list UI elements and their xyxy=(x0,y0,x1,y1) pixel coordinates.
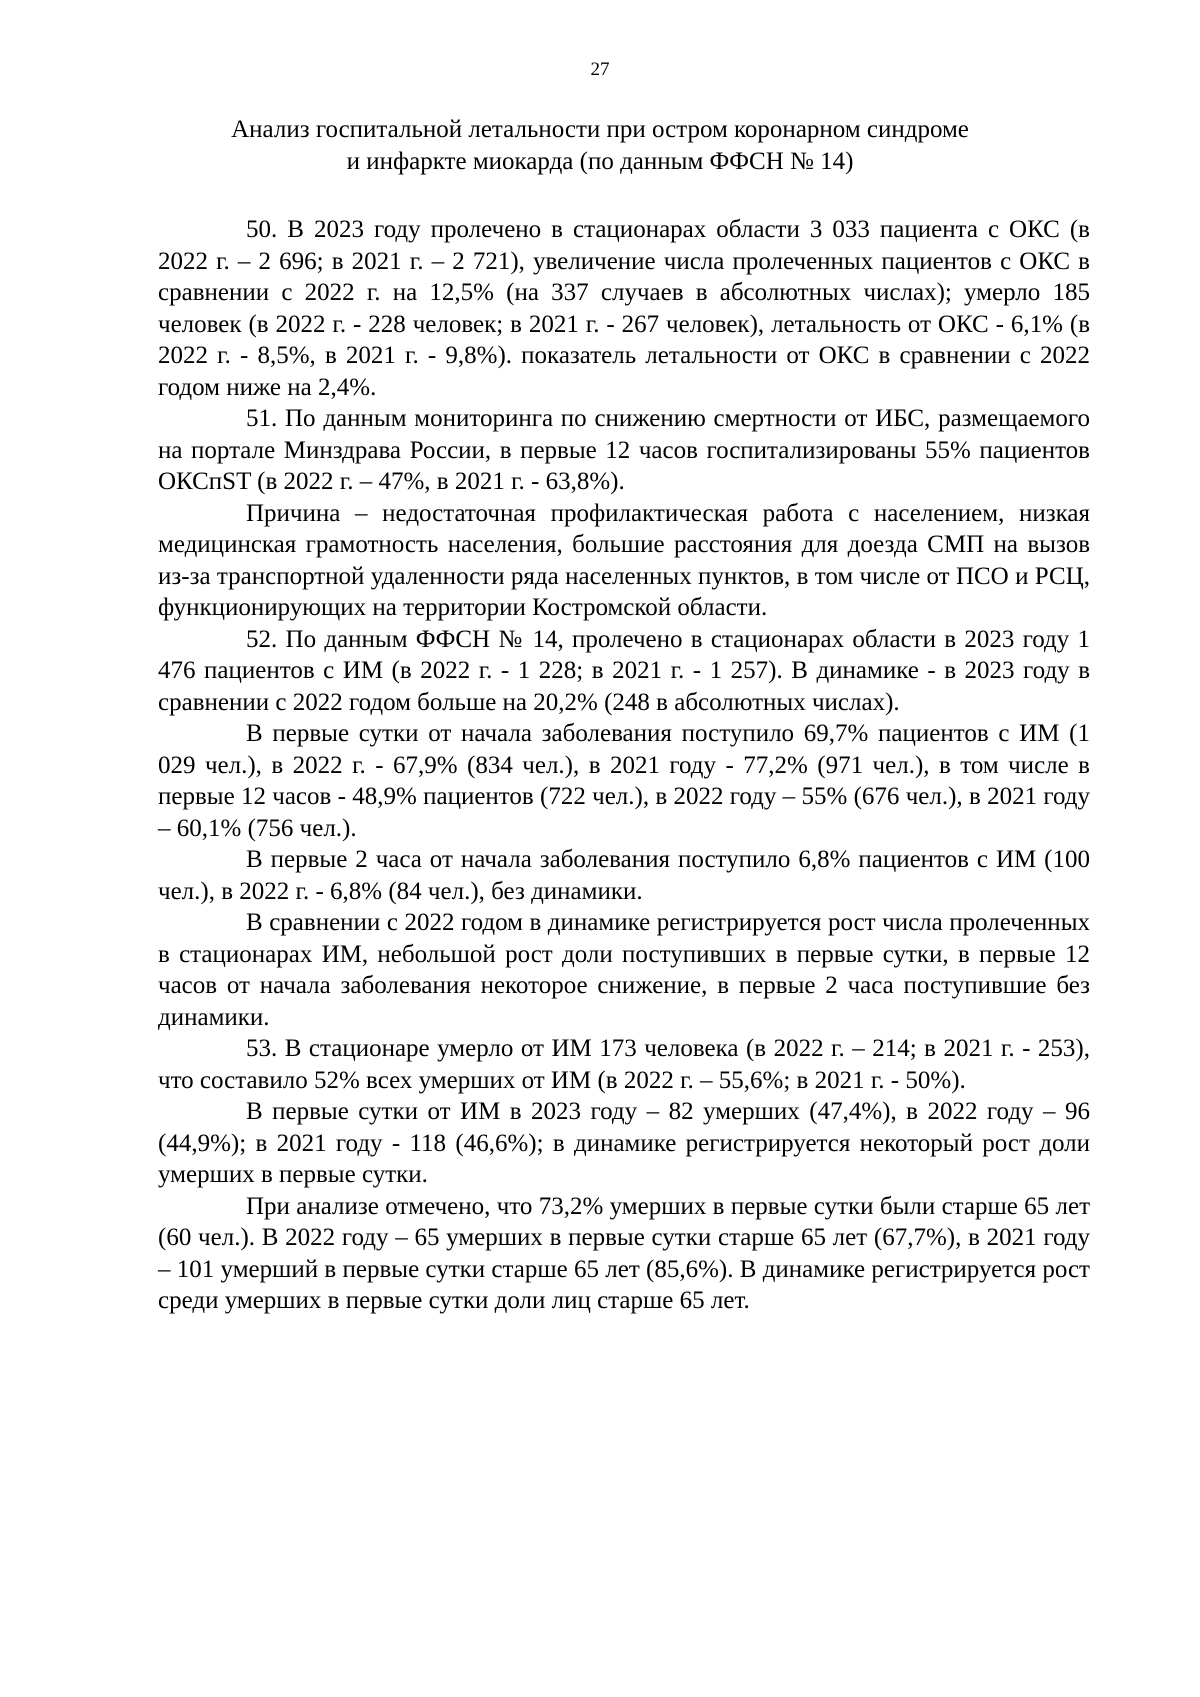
section-title xyxy=(160,114,1040,178)
body-text xyxy=(158,214,1090,1317)
paragraph-comparison: В сравнении с 2022 годом в динамике регистрируется рост числа пролеченных в стационарах ИМ, небольшой рост доли поступивших в первые сутки, в первые 12 часов от начала заболевания некоторое снижение, в первые 2 часа поступившие без динамики. xyxy=(158,909,1090,1031)
paragraph-51: 51. По данным мониторинга по снижению смертности от ИБС, размещаемого на портале Минздрава России, в первые 12 часов госпитализированы 55% пациентов ОКСпST (в 2022 г. – 47%, в 2021 г. - 63,8%). xyxy=(158,405,1090,495)
paragraph-52: 52. По данным ФФСН № 14, пролечено в стационарах области в 2023 году 1 476 пациентов с ИМ (в 2022 г. - 1 228; в 2021 г. - 1 257). В динамике - в 2023 году в сравнении с 2022 годом больше на 20,2% (248 в абсолютных числах). xyxy=(158,625,1090,716)
paragraph-age-analysis: При анализе отмечено, что 73,2% умерших в первые сутки были старше 65 лет (60 чел.). В 2022 году – 65 умерших в первые сутки старше 65 лет (67,7%), в 2021 году – 101 умерший в первые сутки старше 65 лет (85,6%). В динамике регистрируется рост среди умерших в первые сутки доли лиц старше 65 лет. xyxy=(158,1192,1090,1314)
section-title-line-1: Анализ госпитальной летальности при остром коронарном синдроме xyxy=(231,116,969,143)
paragraph-cause: Причина – недостаточная профилактическая работа с населением, низкая медицинская грамотность населения, большие расстояния для доезда СМП на вызов из-за транспортной удаленности ряда населенных пунктов, в том числе от ПСО и РСЦ, функционирующих на территории Костромской области. xyxy=(158,499,1090,621)
section-title-line-2: и инфаркте миокарда (по данным ФФСН № 14) xyxy=(346,148,854,175)
paragraph-first-2-hours: В первые 2 часа от начала заболевания поступило 6,8% пациентов с ИМ (100 чел.), в 2022 г. - 6,8% (84 чел.), без динамики. xyxy=(158,846,1090,905)
paragraph-50: 50. В 2023 году пролечено в стационарах области 3 033 пациента с ОКС (в 2022 г. – 2 696; в 2021 г. – 2 721), увеличение числа пролеченных пациентов с ОКС в сравнении с 2022 г. на 12,5% (на 337 случаев в абсолютных числах); умерло 185 человек (в 2022 г. - 228 человек; в 2021 г. - 267 человек), летальность от ОКС - 6,1% (в 2022 г. - 8,5%, в 2021 г. - 9,8%). показатель летальности от ОКС в сравнении с 2022 годом ниже на 2,4%. xyxy=(158,216,1090,401)
paragraph-first-day-admissions: В первые сутки от начала заболевания поступило 69,7% пациентов с ИМ (1 029 чел.), в 2022 г. - 67,9% (834 чел.), в 2021 году - 77,2% (971 чел.), в том числе в первые 12 часов - 48,9% пациентов (722 чел.), в 2022 году – 55% (676 чел.), в 2021 году – 60,1% (756 чел.). xyxy=(158,720,1090,842)
paragraph-53: 53. В стационаре умерло от ИМ 173 человека (в 2022 г. – 214; в 2021 г. - 253), что составило 52% всех умерших от ИМ (в 2022 г. – 55,6%; в 2021 г. - 50%). xyxy=(158,1035,1090,1094)
paragraph-first-day-deaths: В первые сутки от ИМ в 2023 году – 82 умерших (47,4%), в 2022 году – 96 (44,9%); в 2021 году - 118 (46,6%); в динамике регистрируется некоторый рост доли умерших в первые сутки. xyxy=(158,1098,1090,1188)
page-number: 27 xyxy=(590,59,610,80)
